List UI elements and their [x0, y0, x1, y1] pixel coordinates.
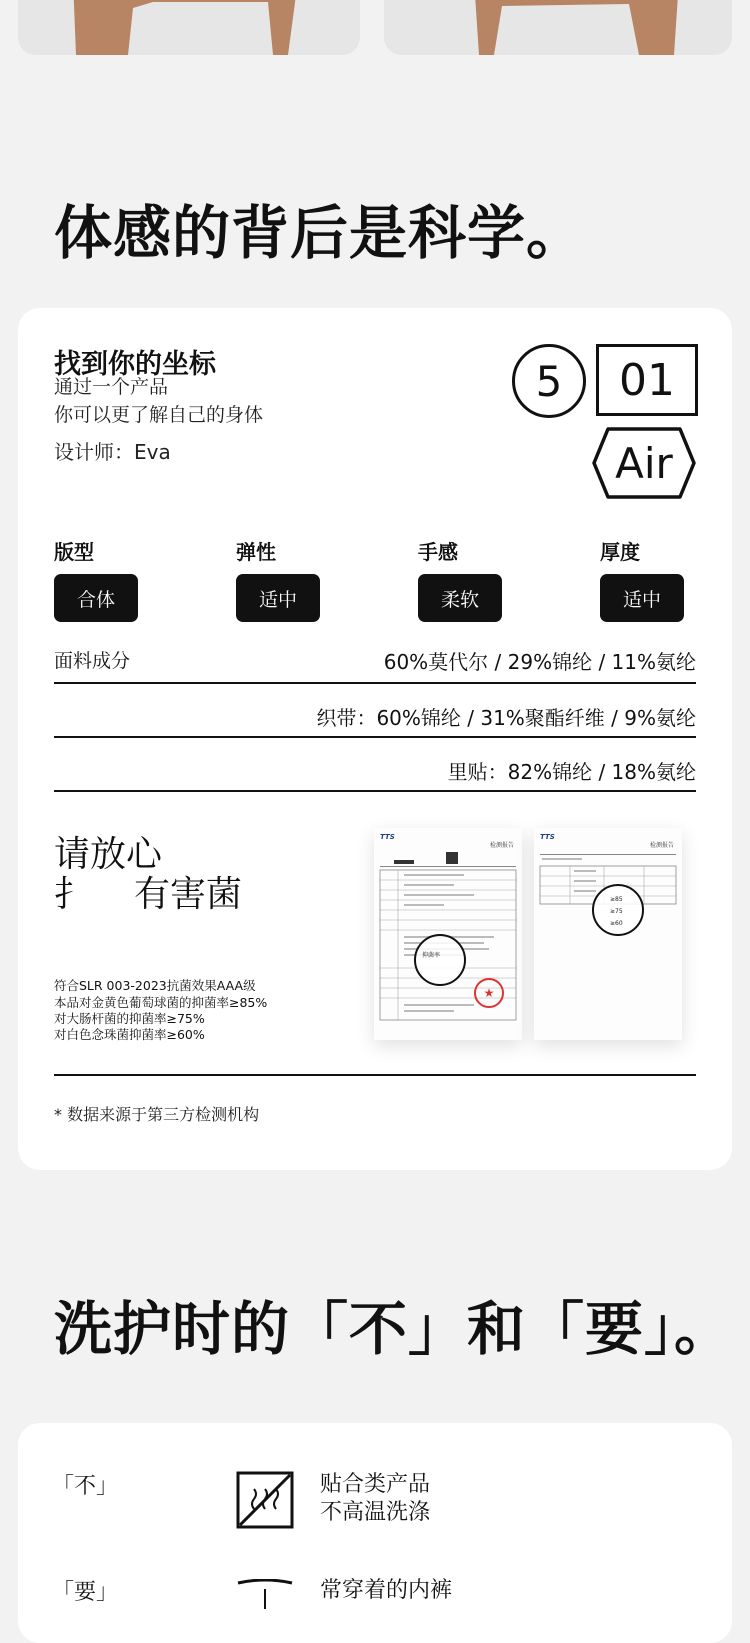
no-hot-wash-icon [236, 1471, 294, 1529]
care-dont-line-1: 贴合类产品 [320, 1472, 431, 1497]
series-name-text: Air [615, 438, 673, 488]
lab-logo-icon: TTS [380, 833, 395, 841]
section-title-care: 洗护时的「不」和「要」。 [54, 1295, 734, 1363]
antibacterial-note-4: 对白色念珠菌抑菌率≥60% [54, 1027, 205, 1042]
antibacterial-line-2 [54, 866, 242, 917]
care-do-line-1: 常穿着的内裤 [320, 1578, 453, 1603]
profile-line-2: 你可以更了解自己的身体 [54, 404, 264, 426]
attr-chip-thickness: 适中 [600, 574, 684, 622]
care-do-label: 「要」 [52, 1580, 119, 1605]
lab-logo-icon: TTS [540, 833, 555, 841]
series-code-badge: 01 [596, 344, 698, 416]
series-number-badge: 5 [512, 344, 586, 418]
fabric-label: 面料成分 [54, 650, 131, 672]
antibacterial-line-1: 请放心 [54, 834, 163, 875]
divider [54, 790, 696, 792]
care-dont-line-2: 不高温洗涤 [320, 1500, 431, 1525]
fabric-main: 60%莫代尔 / 29%锦纶 / 11%氨纶 [383, 650, 696, 674]
fabric-lining: 里贴：82%锦纶 / 18%氨纶 [447, 760, 696, 784]
antibacterial-note-3: 对大肠杆菌的抑菌率≥75% [54, 1011, 205, 1026]
hand-wash-icon [236, 1579, 294, 1637]
section-title-science: 体感的背后是科学。 [54, 199, 586, 267]
series-name-badge [592, 427, 696, 499]
attr-label-feel: 手感 [418, 540, 458, 564]
antibacterial-note-1: 符合SLR 003-2023抗菌效果AAA级 [54, 978, 256, 993]
magnifier-icon: 抑菌率 [414, 934, 466, 986]
divider [54, 682, 696, 684]
attr-chip-fit: 合体 [54, 574, 138, 622]
doc-title: 检测报告 [649, 842, 674, 849]
attr-label-fit: 版型 [54, 540, 94, 564]
product-photo-blue [18, 0, 360, 55]
fabric-band: 织带：60%锦纶 / 31%聚酯纤维 / 9%氨纶 [316, 706, 696, 730]
antibacterial-line-2-prefix: 扌 [54, 874, 91, 915]
product-info-card [18, 308, 732, 1170]
attr-chip-feel: 柔软 [418, 574, 502, 622]
product-photo-grey [384, 0, 732, 55]
data-source-footnote: * 数据来源于第三方检测机构 [54, 1105, 260, 1124]
designer-label: 设计师：Eva [54, 440, 171, 464]
attr-chip-elasticity: 适中 [236, 574, 320, 622]
test-report-image-1 [374, 828, 522, 1040]
care-dont-label: 「不」 [52, 1474, 119, 1499]
attr-label-thickness: 厚度 [600, 540, 640, 564]
magnifier-icon: ≥85 ≥75 ≥60 [592, 884, 644, 936]
antibacterial-note-2: 本品对金黄色葡萄球菌的抑菌率≥85% [54, 995, 268, 1010]
care-card [18, 1423, 732, 1643]
antibacterial-line-2-suffix: 有害菌 [134, 874, 243, 915]
test-report-image-2 [534, 828, 682, 1040]
attr-label-elasticity: 弹性 [236, 540, 276, 564]
divider [54, 736, 696, 738]
divider [54, 1074, 696, 1076]
profile-heading: 找到你的坐标 [54, 349, 216, 380]
doc-title: 检测报告 [489, 842, 514, 849]
profile-line-1: 通过一个产品 [54, 376, 169, 398]
official-stamp-icon: ★ [474, 978, 504, 1008]
